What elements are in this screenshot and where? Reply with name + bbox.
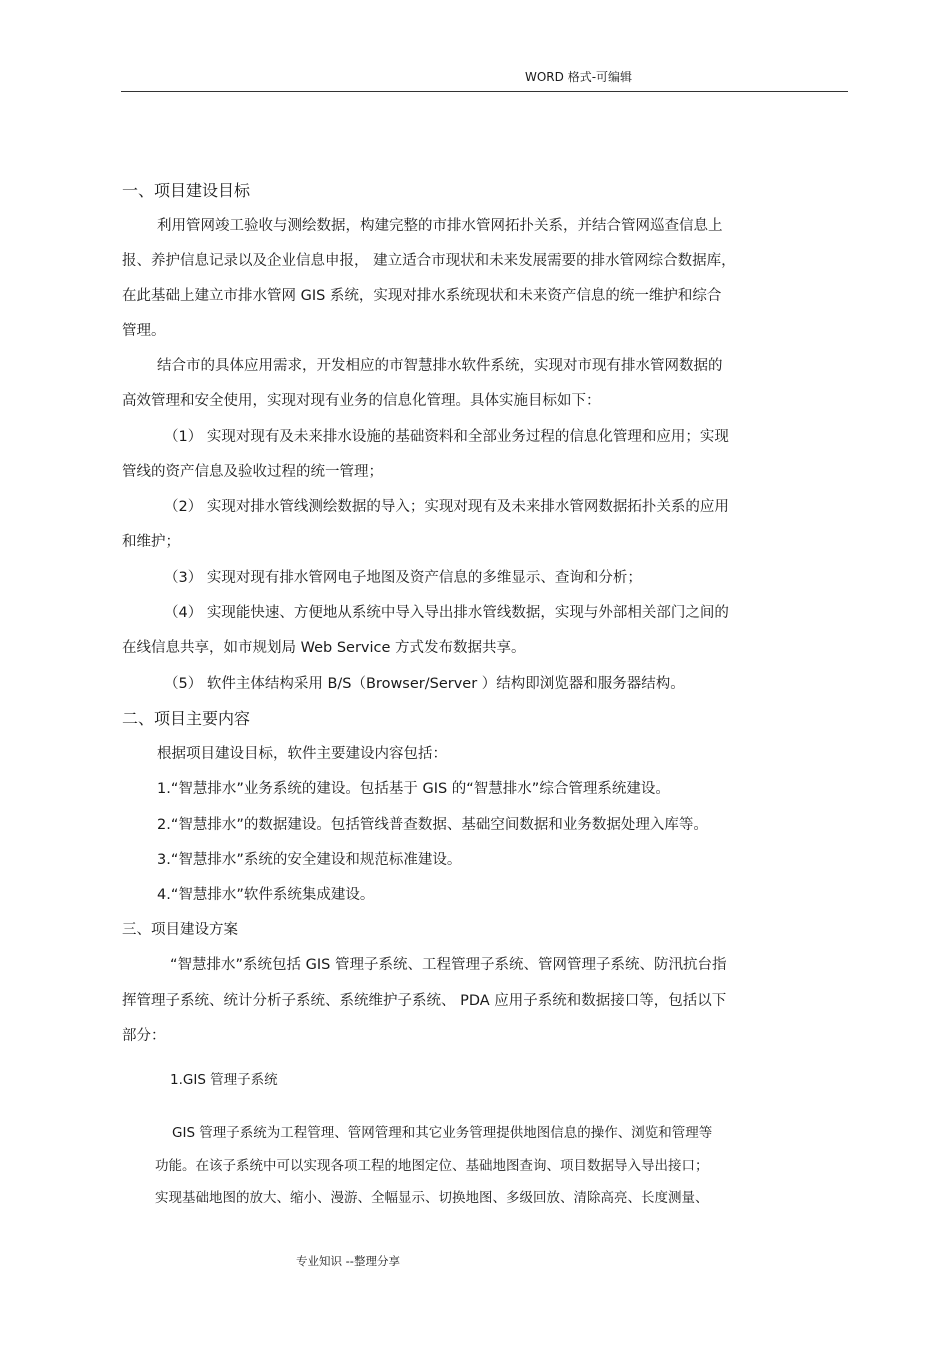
section3-p1-line2: 挥管理子系统、统计分析子系统、系统维护子系统、 PDA 应用子系统和数据接口等，包括以下	[122, 993, 727, 1009]
content-item-2: 2.“智慧排水”的数据建设。包括管线普查数据、基础空间数据和业务数据处理入库等。	[157, 817, 708, 833]
content-item-4: 4.“智慧排水”软件系统集成建设。	[157, 887, 375, 903]
header-rule	[121, 91, 848, 92]
gis-p-line2: 功能。在该子系统中可以实现各项工程的地图定位、基础地图查询、项目数据导入导出接口；	[155, 1158, 709, 1174]
content-item-1: 1.“智慧排水”业务系统的建设。包括基于 GIS 的“智慧排水”综合管理系统建设。	[157, 781, 670, 797]
goal-2-line1: （2） 实现对排水管线测绘数据的导入；实现对现有及未来排水管网数据拓扑关系的应用	[164, 499, 729, 515]
section3-p1-line3: 部分：	[122, 1028, 166, 1044]
goal-4-line1: （4） 实现能快速、方便地从系统中导入导出排水管线数据，实现与外部相关部门之间的	[164, 605, 729, 621]
gis-p-line3: 实现基础地图的放大、缩小、漫游、全幅显示、切换地图、多级回放、清除高亮、长度测量、	[155, 1190, 709, 1206]
content-item-3: 3.“智慧排水”系统的安全建设和规范标准建设。	[157, 852, 462, 868]
section1-p2-line2: 高效管理和安全使用，实现对现有业务的信息化管理。具体实施目标如下：	[122, 393, 601, 409]
goal-3-line1: （3） 实现对现有排水管网电子地图及资产信息的多维显示、查询和分析；	[164, 570, 642, 586]
goal-1-line1: （1） 实现对现有及未来排水设施的基础资料和全部业务过程的信息化管理和应用；实现	[164, 429, 729, 445]
goal-4-line2: 在线信息共享，如市规划局 Web Service 方式发布数据共享。	[122, 640, 526, 656]
goal-2-line2: 和维护；	[122, 534, 180, 550]
page-header: WORD 格式-可编辑	[525, 70, 633, 84]
goal-1-line2: 管线的资产信息及验收过程的统一管理；	[122, 464, 383, 480]
gis-subsection-heading: 1.GIS 管理子系统	[170, 1072, 278, 1088]
section3-p1-line1: “智慧排水”系统包括 GIS 管理子系统、工程管理子系统、管网管理子系统、防汛抗台指	[170, 957, 727, 973]
section1-p1-line4: 管理。	[122, 323, 166, 339]
section1-p1-line3: 在此基础上建立市排水管网 GIS 系统，实现对排水系统现状和未来资产信息的统一维护和综合	[122, 288, 722, 304]
page-footer: 专业知识 --整理分享	[296, 1254, 400, 1268]
section2-heading: 二、项目主要内容	[122, 709, 251, 728]
goal-5-line1: （5） 软件主体结构采用 B/S（Browser/Server ）结构即浏览器和服务器结构。	[164, 676, 685, 692]
section1-p2-line1: 结合市的具体应用需求，开发相应的市智慧排水软件系统，实现对市现有排水管网数据的	[157, 358, 723, 374]
gis-p-line1: GIS 管理子系统为工程管理、管网管理和其它业务管理提供地图信息的操作、浏览和管理等	[172, 1125, 713, 1141]
section2-intro: 根据项目建设目标，软件主要建设内容包括：	[157, 746, 447, 762]
section3-heading: 三、项目建设方案	[122, 922, 238, 938]
section1-p1-line2: 报、养护信息记录以及企业信息申报， 建立适合市现状和未来发展需要的排水管网综合数据库，	[122, 253, 736, 269]
section1-heading: 一、项目建设目标	[122, 181, 251, 200]
section1-p1-line1: 利用管网竣工验收与测绘数据，构建完整的市排水管网拓扑关系，并结合管网巡查信息上	[157, 218, 723, 234]
